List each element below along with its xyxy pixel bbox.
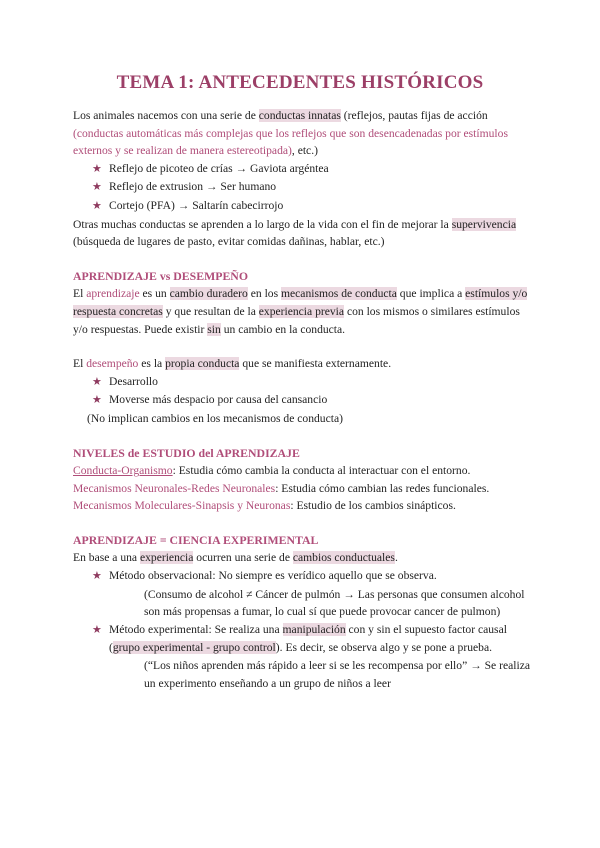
highlight: cambio duradero [169, 287, 248, 301]
level-item: Mecanismos Neuronales-Redes Neuronales: Estudia cómo cambian las redes funcionales. [73, 481, 490, 495]
text-run: (búsqueda de lugares de pasto, evitar comidas dañinas, hablar, etc.) [73, 235, 385, 249]
level-item: Mecanismos Moleculares-Sinapsis y Neuronas: Estudio de los cambios sinápticos. [73, 499, 456, 513]
intro-paragraph [73, 107, 533, 160]
level-name: Mecanismos Neuronales-Redes Neuronales [73, 481, 276, 495]
star-icon: ★ [92, 623, 102, 636]
page-title: TEMA 1: ANTECEDENTES HISTÓRICOS [116, 72, 484, 93]
highlight: experiencia [139, 551, 194, 565]
note-text: (No implican cambios en los mecanismos de conducta) [87, 411, 343, 425]
colored-term: desempeño [86, 357, 139, 371]
highlight: mecanismos de conducta [281, 287, 397, 301]
star-icon: ★ [92, 199, 102, 212]
star-icon: ★ [92, 570, 102, 583]
text-run: (reflejos, pautas fijas de acción [340, 109, 488, 122]
highlight: estímulos y/o respuesta concretas [73, 287, 528, 318]
star-icon: ★ [92, 394, 102, 407]
highlight: grupo experimental - grupo control [112, 641, 276, 655]
highlight: propia conducta [165, 357, 240, 371]
experiment-intro: En base a una experiencia ocurren una serie de cambios conductuales. [73, 551, 398, 565]
star-icon: ★ [92, 162, 102, 175]
sub-note: (Consumo de alcohol ≠ Cáncer de pulmón → Las personas que consumen alcohol son más propensas a fumar, lo cual sí que puede provocar cancer de pulmon) [144, 587, 525, 619]
text-run: Otras muchas conductas se aprenden a lo largo de la vida con el fin de mejorar la [73, 217, 452, 231]
colored-term: aprendizaje [86, 287, 140, 301]
level-name: Mecanismos Moleculares-Sinapsis y Neuronas [73, 499, 291, 513]
highlight: supervivencia [451, 217, 517, 231]
bullet-item: ★ Cortejo (PFA) → Saltarín cabecirrojo [73, 197, 533, 216]
level-item: Conducta-Organismo: Estudia cómo cambia la conducta al interactuar con el entorno. [73, 464, 471, 478]
colored-note: (conductas automáticas más complejas que los reflejos que son desencadenadas por estímulos externos y se realizan de manera estereotipada) [73, 126, 508, 158]
highlight: cambios conductuales [292, 551, 395, 565]
text-run: , etc.) [291, 144, 318, 158]
document-body [73, 107, 533, 692]
highlight: sin [207, 322, 221, 336]
bullet-item: ★ Desarrollo [73, 373, 533, 392]
highlight: manipulación [282, 622, 346, 636]
section-heading: NIVELES de ESTUDIO del APRENDIZAJE [73, 445, 300, 460]
bullet-item: ★ Método experimental: Se realiza una manipulación con y sin el supuesto factor causal (grupo experimental - grupo control). Es decir, se observa algo y se pone a prueba. [92, 622, 507, 655]
star-icon: ★ [92, 375, 102, 388]
level-name: Conducta-Organismo [73, 464, 173, 478]
highlight: experiencia previa [258, 304, 345, 318]
section-heading: APRENDIZAJE vs DESEMPEÑO [73, 268, 249, 283]
bullet-item: ★ Moverse más despacio por causa del cansancio [73, 391, 533, 410]
bullet-item: ★ Reflejo de extrusion → Ser humano [73, 178, 533, 197]
text-run: Los animales nacemos con una serie de [73, 109, 259, 122]
aprendizaje-definition: El aprendizaje es un cambio duradero en los mecanismos de conducta que implica a estímulos y/o respuesta concretas y que resultan de la experiencia previa con los mismos o similares estímulos y/o respuestas. Puede existir sin un cambio en la conducta. [73, 287, 528, 336]
bullet-item: ★ Reflejo de picoteo de crías → Gaviota argéntea [73, 160, 533, 179]
intro-paragraph-2 [73, 216, 533, 251]
desempeno-definition: El desempeño es la propia conducta que se manifiesta externamente. [73, 357, 392, 371]
star-icon: ★ [92, 181, 102, 194]
highlight: conductas innatas [258, 109, 341, 122]
bullet-item: ★ Método observacional: No siempre es verídico aquello que se observa. [73, 567, 533, 586]
section-heading: APRENDIZAJE = CIENCIA EXPERIMENTAL [73, 532, 319, 547]
sub-note: (“Los niños aprenden más rápido a leer si se les recompensa por ello” → Se realiza un experimento enseñando a un grupo de niños a leer [144, 659, 530, 690]
